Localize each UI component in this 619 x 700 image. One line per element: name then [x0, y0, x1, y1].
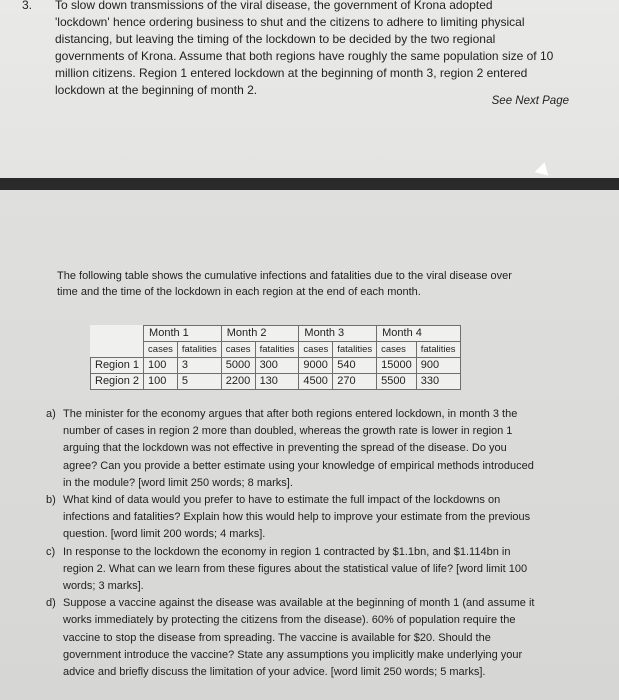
subheader-cases: cases	[221, 342, 255, 358]
intro-line: governments of Krona. Assume that both regions have roughly the same population size of 10	[55, 49, 554, 63]
subheader-fatalities: fatalities	[333, 342, 377, 358]
table-header-row	[91, 326, 461, 342]
month-header: Month 1	[144, 326, 222, 342]
month-header: Month 4	[377, 326, 460, 342]
question-line: region 2. What can we learn from these figures about the statistical value of life? [word limit 100	[63, 562, 528, 575]
table-cell: 100	[144, 374, 178, 390]
intro-line: million citizens. Region 1 entered lockdown at the beginning of month 3, region 2 entered	[55, 66, 528, 80]
subheader-fatalities: fatalities	[177, 342, 221, 358]
table-cell: 100	[144, 358, 178, 374]
table-cell: 540	[333, 358, 377, 374]
table-row-region-2	[91, 374, 461, 390]
subheader-cases: cases	[144, 342, 178, 358]
table-cell: 2200	[221, 374, 255, 390]
table-intro-line: The following table shows the cumulative infections and fatalities due to the viral disease over	[57, 270, 512, 282]
question-line: The minister for the economy argues that after both regions entered lockdown, in month 3 the	[63, 408, 518, 420]
infection-table	[90, 325, 461, 390]
table-cell: 900	[416, 358, 460, 374]
intro-line: To slow down transmissions of the viral disease, the government of Krona adopted	[55, 0, 493, 12]
table-cell: 5	[177, 374, 221, 390]
question-line: agree? Can you provide a better estimate using your knowledge of empirical methods introduced	[63, 459, 534, 472]
table-cell: 3	[177, 358, 221, 374]
subheader-fatalities: fatalities	[416, 342, 460, 358]
table-cell: 5500	[377, 374, 417, 390]
question-line: question. [word limit 200 words; 4 marks].	[63, 528, 266, 541]
subheader-cases: cases	[377, 342, 417, 358]
question-line: arguing that the lockdown was not effective in preventing the spread of the disease. Do you	[63, 442, 507, 455]
sub-question-label: c)	[46, 545, 56, 558]
subheader-fatalities: fatalities	[255, 342, 299, 358]
table-cell: 9000	[299, 358, 333, 374]
question-line: Suppose a vaccine against the disease was available at the beginning of month 1 (and assume it	[63, 597, 535, 610]
row-label: Region 2	[91, 374, 144, 390]
table-corner	[91, 326, 144, 342]
table-corner	[91, 342, 144, 358]
question-line: infections and fatalities? Explain how this would help to improve your estimate from the previous	[63, 511, 531, 524]
table-subheader-row	[91, 342, 461, 358]
see-next-page-note: See Next Page	[491, 95, 569, 107]
question-line: government introduce the vaccine? State any assumptions you implicitly make underlying your	[63, 648, 523, 661]
table-cell: 15000	[377, 358, 417, 374]
intro-line: 'lockdown' hence ordering business to shut and the citizens to adhere to limiting physical	[55, 15, 525, 29]
table-cell: 130	[255, 374, 299, 390]
sub-questions	[46, 406, 574, 681]
question-number: 3.	[22, 0, 33, 12]
sub-question-b	[46, 492, 574, 544]
month-header: Month 3	[299, 326, 377, 342]
month-header: Month 2	[221, 326, 299, 342]
question-line: What kind of data would you prefer to have to estimate the full impact of the lockdowns on	[63, 494, 501, 507]
subheader-cases: cases	[299, 342, 333, 358]
table-cell: 5000	[221, 358, 255, 374]
intro-line: lockdown at the beginning of month 2.	[55, 83, 258, 97]
table-intro	[57, 268, 557, 300]
page-top-section	[0, 0, 619, 178]
sub-question-label: a)	[46, 408, 56, 420]
question-line: In response to the lockdown the economy in region 1 contracted by $1.1bn, and $1.114bn in	[63, 545, 511, 558]
sub-question-label: b)	[46, 494, 56, 507]
sub-question-d	[46, 595, 574, 681]
question-intro	[55, 0, 555, 99]
page-divider	[0, 178, 619, 190]
intro-line: distancing, but leaving the timing of the lockdown to be decided by the two regional	[55, 32, 496, 46]
question-line: in the module? [word limit 250 words; 8 marks].	[63, 476, 293, 489]
question-line: number of cases in region 2 more than doubled, whereas the growth rate is lower in region 1	[63, 425, 513, 438]
question-line: vaccine to stop the disease from spreading. The vaccine is available for $20. Should the	[63, 631, 491, 644]
sub-question-c	[46, 544, 574, 596]
table-intro-line: time and the time of the lockdown in each region at the end of each month.	[57, 286, 421, 298]
table-cell: 270	[333, 374, 377, 390]
question-line: words; 3 marks].	[63, 580, 144, 593]
table-cell: 330	[416, 374, 460, 390]
table-cell: 300	[255, 358, 299, 374]
row-label: Region 1	[91, 358, 144, 374]
table-cell: 4500	[299, 374, 333, 390]
question-line: works immediately by protecting the citizens from the disease). 60% of population require the	[63, 614, 516, 627]
sub-question-label: d)	[46, 597, 56, 610]
sub-question-a	[46, 406, 574, 492]
table-row-region-1	[91, 358, 461, 374]
question-line: advice and briefly discuss the limitation of your advice. [word limit 250 words; 5 marks].	[63, 666, 486, 679]
